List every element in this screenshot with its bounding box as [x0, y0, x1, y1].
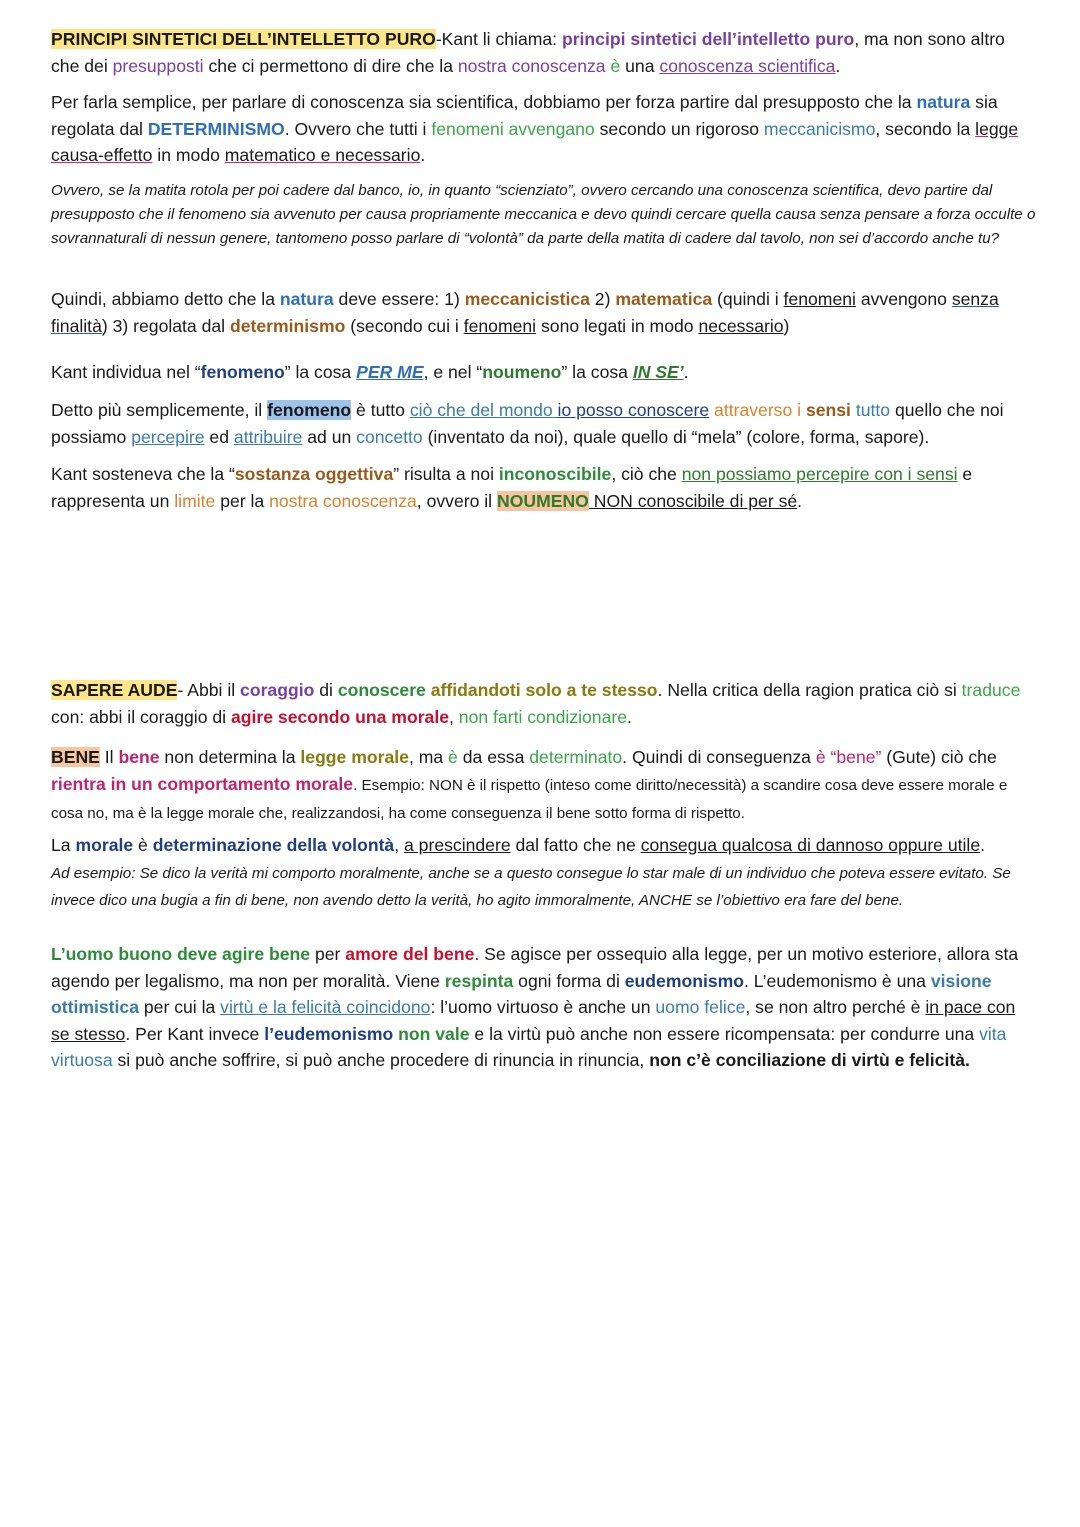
text-span: per cui la — [139, 997, 221, 1017]
text-span: rientra in un comportamento morale — [51, 773, 354, 794]
text-span: DETERMINISMO — [147, 118, 285, 139]
text-span: respinta — [444, 970, 514, 991]
text-span: ” risulta a noi — [393, 464, 499, 484]
text-span: . Ovvero che tutti i — [284, 118, 432, 139]
text-span: è “bene” — [815, 747, 882, 767]
text-span: , ciò che — [611, 464, 682, 484]
text-span: concetto — [356, 426, 423, 447]
text-span: io posso conoscere — [557, 400, 710, 420]
text-span: sono legati in modo — [536, 315, 699, 336]
text-span: fenomeni — [463, 315, 537, 336]
text-span: non farti condizionare — [458, 706, 628, 727]
text-span: -Kant li chiama: — [435, 29, 562, 49]
text-span: per — [310, 944, 346, 964]
text-span: ad un — [302, 426, 357, 447]
text-span: meccanicismo — [763, 118, 876, 139]
text-span: traduce — [961, 680, 1021, 700]
text-span: conoscenza scientifica — [659, 55, 836, 76]
text-span: amore del bene — [345, 944, 475, 964]
text-span: l’eudemonismo — [264, 1023, 394, 1044]
text-span: matematico e necessario — [224, 145, 421, 165]
section-title-principi: PRINCIPI SINTETICI DELL’INTELLETTO PURO — [51, 29, 436, 49]
text-span: matematica — [615, 289, 713, 309]
text-span: secondo un rigoroso — [594, 118, 764, 139]
text-span: Ad esempio: Se dico la verità mi comporto moralmente, anche se a questo consegue lo star male di un individuo che poteva essere evitato. Se invece dico una bugia a fin di bene, non avendo detto la verità, ho agito immoralmente, ANCHE se l’obiettivo era fare del bene. — [51, 864, 1011, 909]
text-span: non possiamo percepire con i sensi — [681, 464, 958, 484]
paragraph-fenomeno-noumeno — [51, 359, 1036, 386]
text-span: sia regolata dal — [51, 92, 998, 139]
text-span: . L’eudemonismo è una — [744, 970, 931, 991]
text-span: . — [420, 145, 426, 165]
text-span: si può anche soffrire, si può anche procedere di rinuncia in rinuncia, — [112, 1050, 650, 1070]
text-span: coraggio — [240, 680, 315, 700]
text-span: sensi — [805, 400, 851, 420]
text-span: . — [980, 835, 986, 855]
paragraph-uomo-buono — [51, 941, 1036, 1074]
text-span: , ma non sono altro che dei — [51, 29, 1005, 76]
paragraph-sapere-aude — [51, 677, 1036, 730]
text-span: . Per Kant invece — [125, 1023, 265, 1044]
text-span: (secondo cui i — [345, 315, 464, 336]
text-span: che ci permettono di dire che la — [203, 55, 458, 76]
text-span: attraverso i — [709, 400, 806, 420]
text-span: fenomeno — [267, 400, 352, 420]
text-span: inconoscibile — [498, 464, 612, 484]
text-span: ” la cosa — [561, 362, 633, 382]
text-span: presupposti — [112, 55, 204, 76]
text-span: deve essere: 1) — [333, 289, 465, 309]
text-span: Detto più semplicemente, il — [51, 400, 268, 420]
text-span: nostra conoscenza — [457, 55, 606, 76]
text-span: con: abbi il coraggio di — [51, 706, 231, 727]
text-span: , e nel “ — [423, 362, 483, 382]
text-span: - Abbi il — [177, 680, 241, 700]
text-span: una — [620, 55, 660, 76]
paragraph-natura-requisiti — [51, 286, 1036, 339]
text-span: quello che noi possiamo — [51, 400, 1004, 447]
text-span: da essa — [457, 747, 530, 767]
text-span: . — [835, 55, 841, 76]
text-span: è — [133, 835, 153, 855]
text-span: (quindi i — [712, 289, 784, 309]
text-span: deve agire bene — [177, 944, 311, 964]
text-span: principi sintetici dell’intelletto puro — [561, 29, 855, 49]
text-span: tutto — [850, 400, 891, 420]
text-span: dal fatto che ne — [510, 835, 641, 855]
text-span: consegua qualcosa di dannoso oppure utile — [640, 835, 981, 855]
text-span: Per farla semplice, per parlare di conoscenza sia scientifica, dobbiamo per forza partire dal presupposto che la — [51, 92, 917, 112]
text-span: , se non altro perché è — [745, 997, 926, 1017]
text-span: PER ME — [356, 362, 424, 382]
text-span: natura — [916, 92, 971, 112]
text-span: affidandoti solo a te stesso — [430, 680, 658, 700]
text-span: agire secondo una morale — [230, 706, 450, 727]
text-span: Quindi, abbiamo detto che la — [51, 289, 280, 309]
text-span: . Se agisce per ossequio alla legge, per un motivo esteriore, allora sta agendo per legalismo, ma non per moralità. Viene — [51, 944, 1019, 991]
text-span: conoscere — [337, 680, 426, 700]
text-span: . Esempio: NON è il rispetto (inteso come diritto/necessità) a scandire cosa deve essere morale e cosa no, ma è la legge morale che, realizzandosi, ha come conseguenza il bene sotto forma di rispetto. — [51, 776, 1008, 822]
text-span: , ovvero il — [416, 490, 497, 511]
section-title-sapere-aude: SAPERE AUDE — [51, 680, 178, 700]
text-span: , — [449, 706, 459, 727]
text-span: natura — [279, 289, 334, 309]
text-span: meccanicistica — [464, 289, 590, 309]
text-span: e rappresenta un — [51, 464, 973, 511]
paragraph-principi-sintetici — [51, 26, 1036, 79]
text-span: morale — [75, 835, 134, 855]
text-span: e la virtù può anche non essere ricompensata: per condurre una — [469, 1023, 980, 1044]
text-span: NON conoscibile di per sé — [588, 490, 798, 511]
text-span: senza finalità — [51, 289, 999, 336]
text-span: è tutto — [351, 400, 410, 420]
paragraph-sostanza-oggettiva — [51, 461, 1036, 514]
text-span: determinazione della volontà — [152, 835, 395, 855]
text-span: attribuire — [233, 426, 303, 447]
text-span: uomo felice — [655, 997, 746, 1017]
text-span: non c’è conciliazione di virtù e felicità. — [649, 1050, 970, 1070]
text-span: Ovvero, se la matita rotola per poi cadere dal banco, io, in quanto “scienziato”, ovvero cercando una conoscenza scientifica, devo partire dal presupposto che il fenomeno sia avvenuto per causa propriamente meccanica e devo quindi cercare quella causa senza pensare a forza occulte o sovrannaturali di nessun genere, tantomeno posso parlare di “volontà” da parte della matita di cadere dal tavolo, non sei d’accordo anche tu? — [51, 182, 1036, 247]
paragraph-bene — [51, 744, 1036, 828]
text-span: eudemonismo — [624, 970, 745, 991]
text-span: . — [683, 362, 689, 382]
text-span: avvengono — [855, 289, 952, 309]
text-span: Kant sosteneva che la “ — [51, 464, 235, 484]
text-span: determinismo — [229, 315, 346, 336]
text-span: limite — [174, 490, 216, 511]
text-span: nostra conoscenza — [269, 490, 417, 511]
text-span: L’uomo buono — [51, 944, 173, 964]
text-span: . — [627, 706, 632, 727]
text-span: è — [605, 55, 621, 76]
text-span: percepire — [131, 426, 205, 447]
text-span: visione ottimistica — [51, 970, 992, 1017]
text-span: . Quindi di conseguenza — [622, 747, 816, 767]
text-span: . Nella critica della ragion pratica ciò si — [657, 680, 962, 700]
text-span: in pace con se stesso — [51, 997, 1016, 1044]
text-span: (Gute) ciò che — [881, 747, 997, 767]
text-span: , secondo la — [875, 118, 976, 139]
text-span: virtù e la felicità coincidono — [220, 997, 431, 1017]
text-span: fenomeni avvengano — [431, 118, 595, 139]
text-span: ed — [204, 426, 234, 447]
text-span: legge morale — [300, 747, 409, 767]
text-span: , ma — [408, 747, 449, 767]
text-span: di — [314, 680, 338, 700]
paragraph-example-matita — [51, 179, 1036, 251]
text-span: (inventato da noi), quale quello di “mela” (colore, forma, sapore). — [422, 426, 930, 447]
text-span: NOUMENO — [496, 490, 589, 511]
text-span: è — [448, 747, 458, 767]
section-title-bene: BENE — [51, 747, 100, 767]
text-span: noumeno — [482, 362, 562, 382]
text-span: per la — [215, 490, 270, 511]
text-span: La — [51, 835, 76, 855]
text-span: non vale — [398, 1023, 470, 1044]
text-span: , — [394, 835, 404, 855]
text-span: Il — [99, 747, 119, 767]
text-span: ” la cosa — [284, 362, 357, 382]
paragraph-determinismo — [51, 89, 1036, 169]
text-span: a prescindere — [404, 835, 511, 855]
text-span: ciò che del mondo — [409, 400, 558, 420]
text-span: bene — [118, 747, 160, 767]
text-span: fenomeni — [783, 289, 856, 309]
text-span: 2) — [589, 289, 616, 309]
text-span: non determina la — [159, 747, 301, 767]
text-span: . — [797, 490, 803, 511]
text-span: : l’uomo virtuoso è anche un — [430, 997, 656, 1017]
text-span: vita virtuosa — [51, 1023, 1007, 1070]
text-span: Kant individua nel “ — [51, 362, 201, 382]
text-span: necessario — [698, 315, 784, 336]
paragraph-morale — [51, 832, 1036, 913]
text-span: legge causa-effetto — [51, 118, 1019, 165]
text-span: determinato — [529, 747, 623, 767]
paragraph-fenomeno-definizione — [51, 397, 1036, 450]
text-span: sostanza oggettiva — [234, 464, 394, 484]
text-span: ) 3) regolata dal — [101, 315, 230, 336]
text-span: fenomeno — [200, 362, 285, 382]
text-span: ) — [783, 315, 790, 336]
text-span: in modo — [152, 145, 225, 165]
text-span: IN SE’ — [632, 362, 684, 382]
text-span: ogni forma di — [513, 970, 625, 991]
